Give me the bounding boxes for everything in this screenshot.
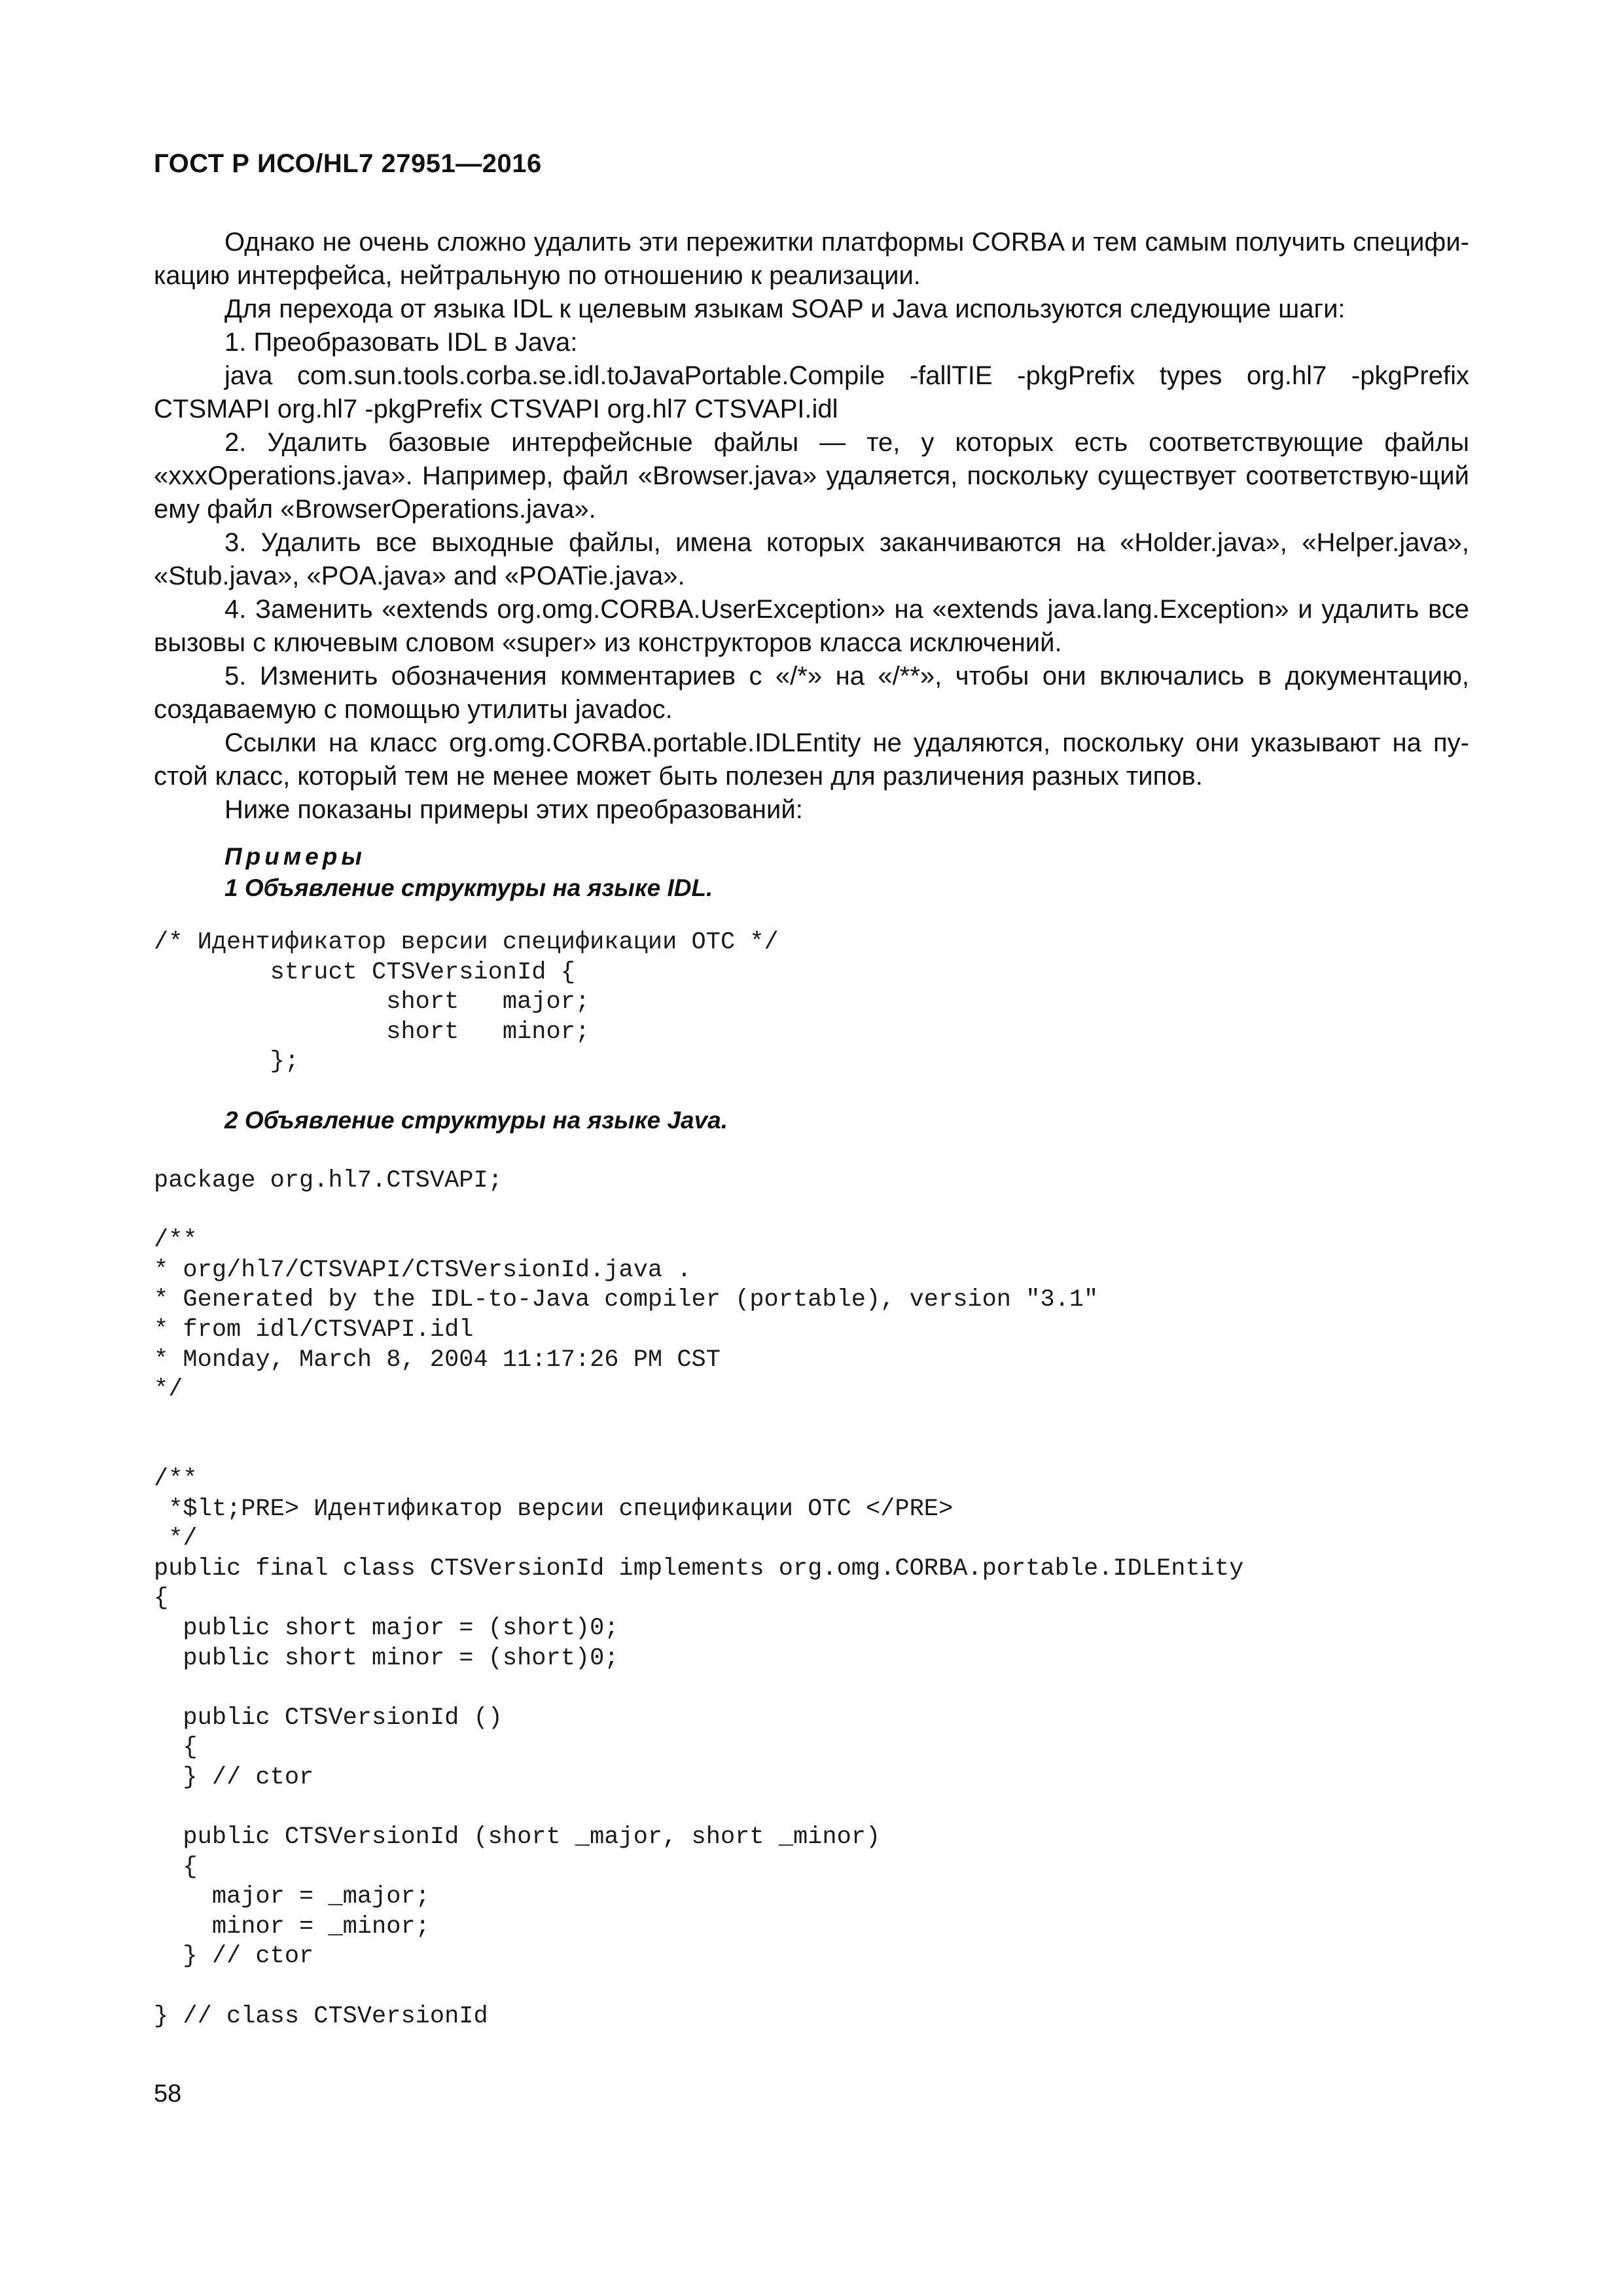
paragraph: 1. Преобразовать IDL в Java: — [224, 328, 578, 357]
paragraph: 2. Удалить базовые интерфейсные файлы — те, у которых есть соответствующие файлы «xxxOperations.java». Например, файл «Browser.java» удаляется, поскольку существует соответствую-щий ему файл «BrowserOperations.java». — [154, 428, 1469, 524]
code-block-idl: /* Идентификатор версии спецификации OTC */ struct CTSVersionId { short major; short minor; }; — [154, 929, 779, 1076]
examples-heading: Примеры — [224, 843, 366, 870]
paragraph: Ссылки на класс org.omg.CORBA.portable.IDLEntity не удаляются, поскольку они указывают на пу-стой класс, который тем не менее может быть полезен для различения разных типов. — [154, 728, 1469, 791]
page-number: 58 — [154, 2080, 182, 2108]
paragraph: 4. Заменить «extends org.omg.CORBA.UserException» на «extends java.lang.Exception» и удалить все вызовы с ключевым словом «super» из конструкторов класса исключений. — [154, 595, 1469, 657]
page-header-standard-number: ГОСТ Р ИСО/HL7 27951—2016 — [154, 149, 542, 178]
paragraph: Однако не очень сложно удалить эти пережитки платформы CORBA и тем самым получить специфи-кацию интерфейса, нейтральную по отношению к реализации. — [154, 228, 1469, 290]
paragraph: Для перехода от языка IDL к целевым языкам SOAP и Java используются следующие шаги: — [224, 295, 1346, 323]
paragraph: 5. Изменить обозначения комментариев с «/*» на «/**», чтобы они включались в документацию, создаваемую с помощью утилиты javadoc. — [154, 662, 1469, 724]
example-caption-idl: 1 Объявление структуры на языке IDL. — [224, 874, 713, 901]
examples-block — [224, 841, 713, 904]
body-text — [154, 226, 1469, 827]
command-line-paragraph: java com.sun.tools.corba.se.idl.toJavaPortable.Compile -fallTIE -pkgPrefix types org.hl7 -pkgPrefix CTSMAPI org.hl7 -pkgPrefix CTSVAPI org.hl7 CTSVAPI.idl — [154, 361, 1469, 423]
paragraph: 3. Удалить все выходные файлы, имена которых заканчиваются на «Holder.java», «Helper.java», «Stub.java», «POA.java» and «POATie.java». — [154, 528, 1469, 590]
code-block-java: package org.hl7.CTSVAPI; /** * org/hl7/CTSVAPI/CTSVersionId.java . * Generated by the IDL-to-Java compiler (portable), version "3.1" * from idl/CTSVAPI.idl * Monday, March 8, 2004 11:17:26 PM CST */ /** *$lt;PRE> Идентификатор версии спецификации OTC </PRE> */ public final class CTSVersionId implements org.omg.CORBA.portable.IDLEntity { public short major = (short)0; public short minor = (short)0; public CTSVersionId () { } // ctor public CTSVersionId (short _major, short _minor) { major = _major; minor = _minor; } // ctor } // class CTSVersionId — [154, 1167, 1244, 2030]
example-caption-java: 2 Объявление структуры на языке Java. — [224, 1107, 728, 1134]
paragraph: Ниже показаны примеры этих преобразований: — [224, 795, 803, 824]
